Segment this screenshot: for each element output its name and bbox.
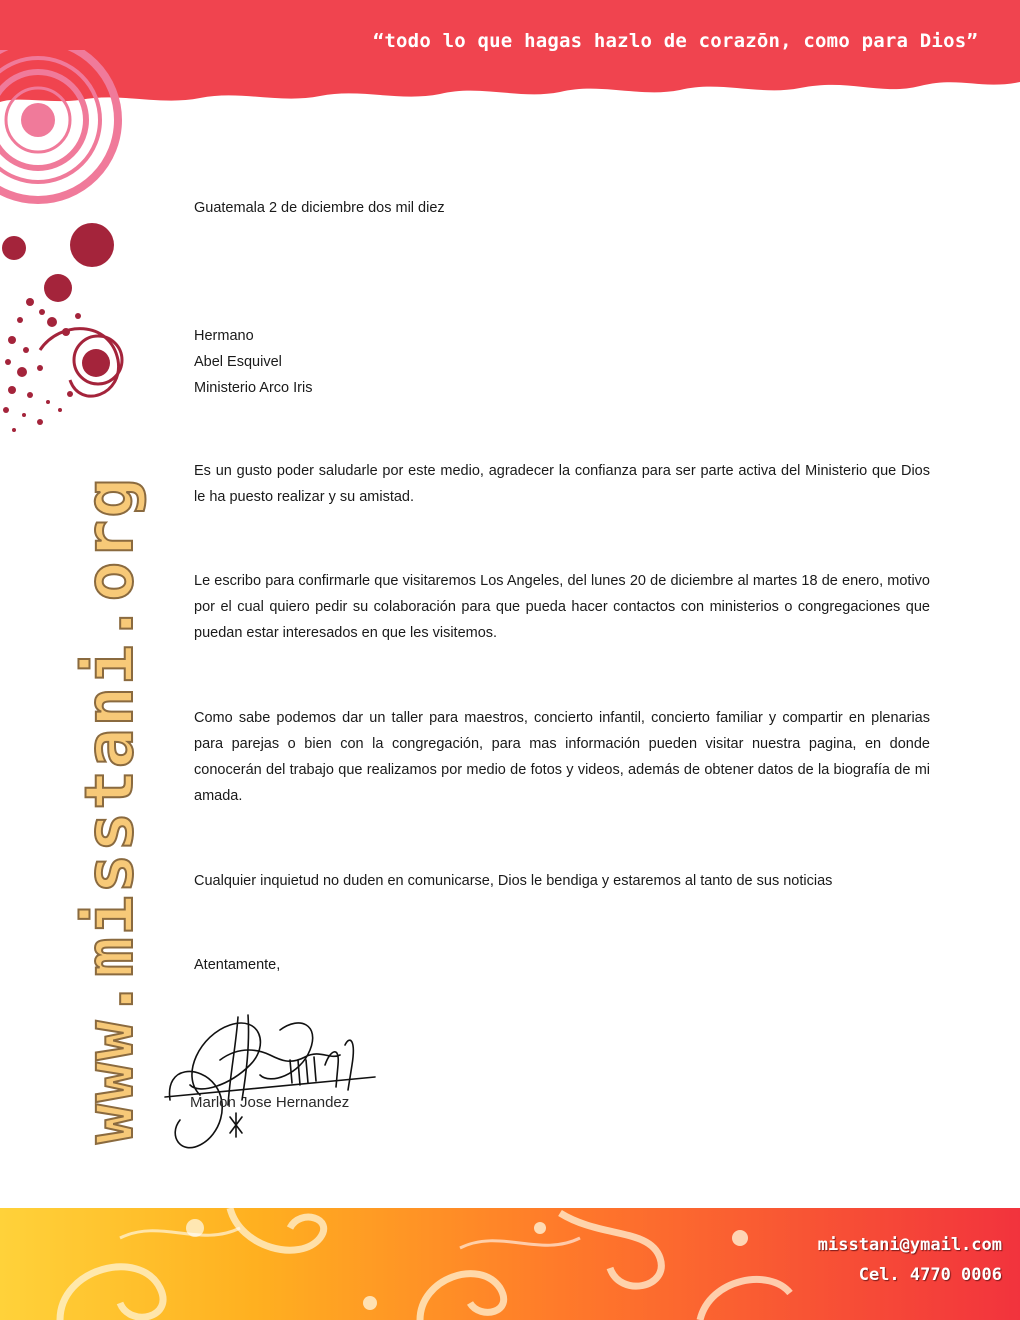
vertical-url-container	[30, 475, 148, 1145]
concentric-rings-icon	[0, 50, 118, 200]
signature-icon	[160, 1005, 400, 1155]
dot-cluster-icon	[2, 223, 122, 432]
paragraph-text: Como sabe podemos dar un taller para maestros, concierto infantil, concierto familiar y compartir en plenarias para parejas o bien con la congregación, para mas información pueden visitar nuestra pagina, en donde conocerán del trabajo que realizamos por medio de fotos y videos, además de obtener datos de la biografía de mi amada.	[194, 710, 930, 804]
recipient-name: Abel Esquivel	[194, 354, 282, 370]
paragraph-text: Le escribo para confirmarle que visitaremos Los Angeles, del lunes 20 de diciembre al martes 18 de enero, motivo por el cual quiero pedir su colaboración para que pueda hacer contactos con ministerios o congregaciones que puedan estar interesados en que les visitemos.	[194, 573, 930, 641]
date-line: Guatemala 2 de diciembre dos mil diez	[194, 200, 445, 216]
footer-swirl-icon	[0, 1208, 1020, 1320]
recipient-title: Hermano	[194, 328, 254, 344]
header-brush-edge	[0, 68, 1020, 108]
paragraph-farewell	[194, 868, 930, 894]
letter-date	[194, 195, 930, 221]
website-url[interactable]: www.misstani.org	[71, 476, 148, 1144]
header-quote: “todo lo que hagas hazlo de corazōn, como para Dios”	[372, 30, 978, 52]
signer-name: Marlon Jose Hernandez	[190, 1094, 350, 1111]
footer-band	[0, 1208, 1020, 1320]
closing-text: Atentamente,	[194, 957, 281, 973]
paragraph-visit	[194, 568, 930, 646]
recipient-organization: Ministerio Arco Iris	[194, 380, 313, 396]
paragraph-services	[194, 705, 930, 809]
paragraph-greeting	[194, 458, 930, 510]
contact-email[interactable]: misstani@ymail.com	[817, 1235, 1002, 1255]
closing-block	[194, 952, 930, 978]
left-decoration	[0, 50, 140, 450]
paragraph-text: Es un gusto poder saludarle por este medio, agradecer la confianza para ser parte activa del Ministerio que Dios le ha puesto realizar y su amistad.	[194, 463, 930, 505]
contact-phone: Cel. 4770 0006	[858, 1265, 1002, 1285]
paragraph-text: Cualquier inquietud no duden en comunicarse, Dios le bendiga y estaremos al tanto de sus noticias	[194, 873, 833, 889]
recipient-block	[194, 323, 930, 401]
